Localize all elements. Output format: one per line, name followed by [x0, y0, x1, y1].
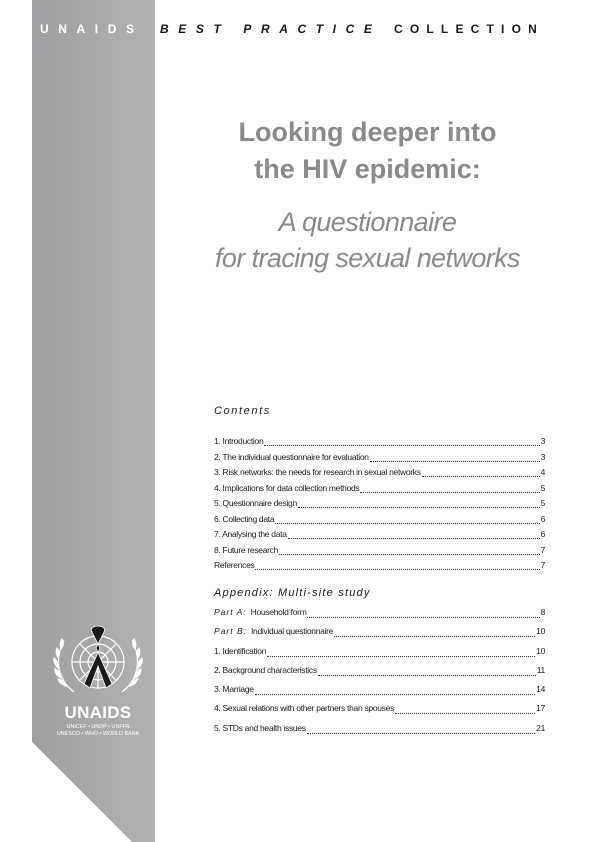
title-line-1: Looking deeper into [238, 117, 497, 147]
header-collection: COLLECTION [394, 22, 544, 36]
appendix-item[interactable]: 2. Background characteristics 11 [214, 661, 545, 680]
contents-heading: Contents [214, 405, 271, 417]
toc-item[interactable]: 2. The individual questionnaire for evaluation 3 [214, 451, 545, 462]
contents-list [214, 434, 545, 574]
subtitle-line-2: for tracing sexual networks [215, 243, 520, 273]
appendix-list [214, 603, 545, 738]
toc-item[interactable]: 7. Analysing the data 6 [214, 529, 545, 539]
toc-item[interactable]: 5. Questionnaire design 5 [214, 498, 545, 508]
toc-item[interactable]: 6. Collecting data 6 [214, 513, 545, 524]
header-best-practice: BEST PRACTICE [160, 22, 382, 36]
header-unaids: UNAIDS [40, 22, 144, 36]
appendix-item[interactable]: 5. STDs and health issues 21 [214, 719, 545, 738]
document-subtitle [195, 204, 540, 276]
appendix-item[interactable]: Part A: Household form 8 [214, 603, 545, 622]
toc-item[interactable]: 8. Future research 7 [214, 544, 545, 555]
title-line-2: the HIV epidemic: [254, 154, 481, 184]
toc-item[interactable]: References 7 [214, 560, 545, 570]
toc-item[interactable]: 3. Risk networks: the needs for research in sexual networks 4 [214, 467, 545, 477]
unaids-logo-text: UNAIDS [64, 703, 132, 722]
appendix-item[interactable]: Part B: Individual questionnaire 10 [214, 622, 545, 641]
logo-cosponsors-2: UNESCO • WHO • WORLD BANK [56, 731, 140, 737]
toc-item[interactable]: 4. Implications for data collection methods 5 [214, 482, 545, 493]
toc-item[interactable]: 1. Introduction 3 [214, 436, 545, 446]
appendix-item[interactable]: 3. Marriage 14 [214, 680, 545, 699]
subtitle-line-1: A questionnaire [278, 207, 457, 237]
appendix-item[interactable]: 4. Sexual relations with other partners than spouses 17 [214, 699, 545, 718]
appendix-heading: Appendix: Multi-site study [214, 587, 371, 599]
series-header [0, 0, 595, 62]
appendix-item[interactable]: 1. Identification 10 [214, 642, 545, 661]
document-title [195, 114, 540, 188]
logo-cosponsors-1: UNICEF • UNDP • UNFPA [66, 724, 130, 730]
